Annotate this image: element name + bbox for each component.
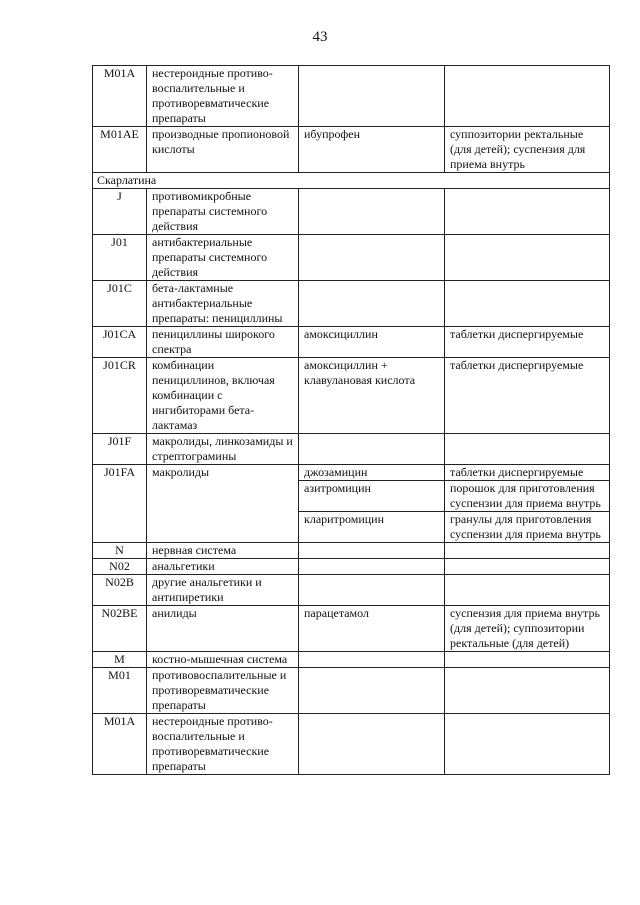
atc-code-cell: M01 <box>93 668 147 714</box>
dosage-form-cell: таблетки диспергируемые <box>445 358 610 434</box>
table-row <box>93 606 610 652</box>
atc-code-cell: J01FA <box>93 465 147 543</box>
table-row <box>93 668 610 714</box>
table-row <box>93 327 610 358</box>
atc-code-cell: N02 <box>93 559 147 575</box>
atc-group-cell: нервная система <box>147 543 299 559</box>
atc-group-cell: другие анальгетики и антипиретики <box>147 575 299 606</box>
section-heading: Скарлатина <box>93 173 610 189</box>
drug-name-cell <box>299 559 445 575</box>
table-row <box>93 235 610 281</box>
table-row <box>93 714 610 775</box>
atc-code-cell: J01 <box>93 235 147 281</box>
atc-group-cell: макролиды, линкозамиды и стрептограмины <box>147 434 299 465</box>
drug-name-cell <box>299 652 445 668</box>
dosage-form-cell: таблетки диспергируемые <box>445 465 610 481</box>
atc-code-cell: J01F <box>93 434 147 465</box>
drug-name-cell: парацетамол <box>299 606 445 652</box>
atc-code-cell: M01AE <box>93 127 147 173</box>
atc-group-cell: противовоспалительные и противоревматические препараты <box>147 668 299 714</box>
atc-drug-table <box>92 65 610 775</box>
dosage-form-cell: таблетки диспергируемые <box>445 327 610 358</box>
dosage-form-cell <box>445 668 610 714</box>
atc-code-cell: J01CA <box>93 327 147 358</box>
table-row <box>93 281 610 327</box>
drug-name-cell <box>299 235 445 281</box>
atc-group-cell: нестероидные противо-воспалительные и противоревматические препараты <box>147 66 299 127</box>
atc-group-cell: макролиды <box>147 465 299 543</box>
drug-name-cell <box>299 66 445 127</box>
dosage-form-cell <box>445 575 610 606</box>
dosage-form-cell <box>445 189 610 235</box>
atc-code-cell: N <box>93 543 147 559</box>
drug-name-cell: джозамицин <box>299 465 445 481</box>
dosage-form-cell: суспензия для приема внутрь (для детей); суппозитории ректальные (для детей) <box>445 606 610 652</box>
dosage-form-cell <box>445 559 610 575</box>
dosage-form-cell <box>445 714 610 775</box>
atc-code-cell: M <box>93 652 147 668</box>
dosage-form-cell <box>445 281 610 327</box>
drug-name-cell <box>299 434 445 465</box>
atc-code-cell: J <box>93 189 147 235</box>
table-row <box>93 434 610 465</box>
atc-code-cell: N02BE <box>93 606 147 652</box>
drug-name-cell: амоксициллин + клавулановая кислота <box>299 358 445 434</box>
section-row <box>93 173 610 189</box>
dosage-form-cell <box>445 434 610 465</box>
table-row <box>93 559 610 575</box>
atc-group-cell: бета-лактамные антибактериальные препараты: пенициллины <box>147 281 299 327</box>
dosage-form-cell <box>445 543 610 559</box>
drug-name-cell <box>299 575 445 606</box>
atc-group-cell: анальгетики <box>147 559 299 575</box>
atc-code-cell: J01CR <box>93 358 147 434</box>
table-row <box>93 127 610 173</box>
drug-name-cell <box>299 189 445 235</box>
drug-name-cell <box>299 281 445 327</box>
drug-name-cell <box>299 543 445 559</box>
atc-group-cell: анилиды <box>147 606 299 652</box>
table-row <box>93 189 610 235</box>
table-row <box>93 543 610 559</box>
table-row <box>93 358 610 434</box>
table-row <box>93 575 610 606</box>
atc-group-cell: костно-мышечная система <box>147 652 299 668</box>
drug-name-cell: кларитромицин <box>299 512 445 543</box>
atc-code-cell: M01A <box>93 714 147 775</box>
table-row <box>93 652 610 668</box>
drug-name-cell: азитромицин <box>299 481 445 512</box>
dosage-form-cell: суппозитории ректальные (для детей); суспензия для приема внутрь <box>445 127 610 173</box>
drug-name-cell <box>299 668 445 714</box>
table-body <box>93 66 610 775</box>
atc-group-cell: антибактериальные препараты системного действия <box>147 235 299 281</box>
dosage-form-cell <box>445 652 610 668</box>
drug-name-cell <box>299 714 445 775</box>
atc-group-cell: комбинации пенициллинов, включая комбинации с ингибиторами бета-лактамаз <box>147 358 299 434</box>
atc-group-cell: пенициллины широкого спектра <box>147 327 299 358</box>
dosage-form-cell <box>445 66 610 127</box>
atc-code-cell: M01A <box>93 66 147 127</box>
atc-code-cell: J01C <box>93 281 147 327</box>
table-row <box>93 66 610 127</box>
dosage-form-cell: порошок для приготовления суспензии для приема внутрь <box>445 481 610 512</box>
atc-group-cell: противомикробные препараты системного действия <box>147 189 299 235</box>
atc-group-cell: производные пропионовой кислоты <box>147 127 299 173</box>
dosage-form-cell: гранулы для приготовления суспензии для приема внутрь <box>445 512 610 543</box>
atc-code-cell: N02B <box>93 575 147 606</box>
drug-name-cell: амоксициллин <box>299 327 445 358</box>
atc-group-cell: нестероидные противо-воспалительные и противоревматические препараты <box>147 714 299 775</box>
drug-name-cell: ибупрофен <box>299 127 445 173</box>
page-number: 43 <box>312 29 328 45</box>
table-row <box>93 465 610 481</box>
dosage-form-cell <box>445 235 610 281</box>
